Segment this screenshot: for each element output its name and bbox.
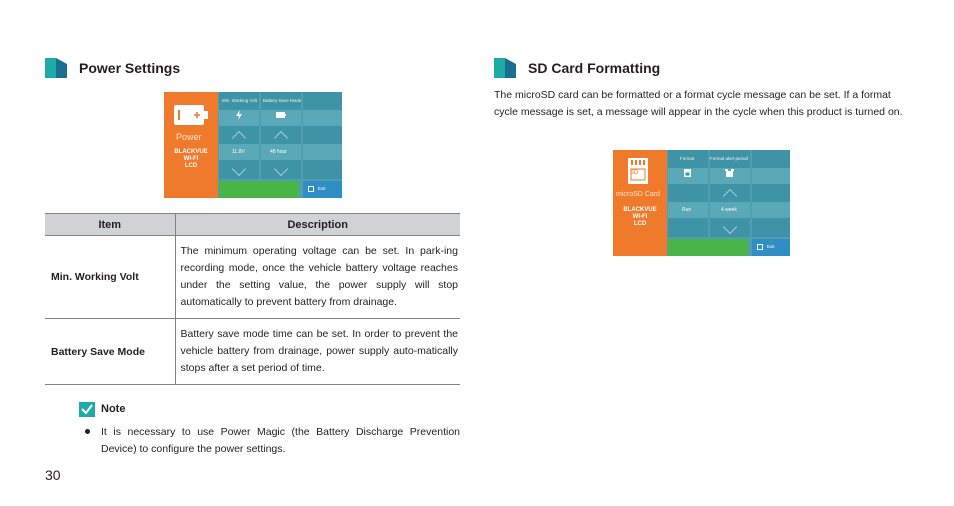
sd-icon-label: SD: [630, 170, 639, 176]
table-header-description: Description: [175, 214, 460, 236]
sd-lcd-left-panel: [613, 150, 667, 256]
min-working-volt-value: 11.8V: [232, 149, 245, 155]
sd-card-description: The microSD card can be formatted or a format cycle message can be set. If a format cycle message is set, a message will appear in the cycle when this product is turned on.: [494, 89, 903, 118]
page-number: 30: [45, 467, 61, 483]
format-alert-period-header: Format alert period: [710, 156, 749, 161]
brand-line-2: WI-FI: [183, 156, 199, 162]
sd-mode-label: microSD Card: [616, 191, 660, 198]
exit-label: Exit: [318, 186, 326, 191]
down-arrow-icon[interactable]: [274, 162, 288, 176]
table-row-description: The minimum operating voltage can be set. In park-ing recording mode, once the vehicle battery voltage reaches under the setting value, the power supply will stop automatically to prevent battery from drainage.: [175, 236, 460, 319]
alarm-clock-icon: [725, 169, 734, 177]
power-lcd-col-1[interactable]: [219, 92, 259, 179]
sd-brand-label: [613, 207, 667, 228]
section-marker-icon: [494, 58, 516, 78]
format-header: Format: [680, 156, 695, 161]
battery-save-mode-header: Battery Save Mode: [263, 98, 302, 103]
brand-line-3: LCD: [633, 221, 647, 227]
table-row-item: Min. Working Volt: [45, 236, 175, 319]
sd-lcd-col-2[interactable]: [710, 150, 750, 237]
sd-lcd-save-bar[interactable]: [668, 239, 748, 256]
table-header-item: Item: [45, 214, 175, 236]
note-title: Note: [101, 403, 126, 415]
sd-lcd-col-1[interactable]: [668, 150, 708, 237]
power-lcd-col-3: [303, 92, 342, 179]
power-lcd-save-bar[interactable]: [219, 181, 299, 198]
battery-save-mode-value: 48 hour: [270, 149, 287, 155]
sd-card-formatting-title: SD Card Formatting: [528, 60, 661, 76]
exit-icon: [757, 244, 763, 250]
power-settings-title: Power Settings: [79, 60, 181, 76]
exit-label: Exit: [767, 244, 775, 249]
table-row: [45, 236, 460, 319]
up-arrow-icon[interactable]: [274, 131, 288, 145]
power-lcd-col-2[interactable]: [261, 92, 301, 179]
table-row: [45, 319, 460, 385]
table-row-description: Battery save mode time can be set. In order to prevent the vehicle battery from drainage, power supply auto-matically stops after a set period of time.: [175, 319, 460, 385]
exit-icon: [308, 186, 314, 192]
format-alert-period-value: 4 week: [721, 207, 737, 213]
brand-line-2: WI-FI: [632, 214, 648, 220]
small-sd-icon: [684, 169, 691, 177]
sd-lcd-screenshot: [613, 150, 790, 256]
small-battery-icon: [276, 112, 286, 118]
down-arrow-icon[interactable]: [232, 162, 246, 176]
power-lcd-left-panel: [164, 92, 218, 198]
sd-lcd-exit-button[interactable]: [752, 239, 790, 256]
bullet-icon: [85, 429, 90, 434]
down-arrow-icon[interactable]: [723, 220, 737, 234]
power-mode-label: Power: [176, 132, 202, 142]
power-settings-table: [45, 213, 460, 385]
sd-lcd-col-3: [752, 150, 790, 237]
up-arrow-icon[interactable]: [723, 189, 737, 203]
up-arrow-icon[interactable]: [232, 131, 246, 145]
brand-line-1: BLACKVUE: [623, 207, 657, 213]
table-row-item: Battery Save Mode: [45, 319, 175, 385]
note-text: It is necessary to use Power Magic (the Battery Discharge Prevention Device) to configure the power settings.: [101, 426, 460, 455]
note-check-icon: [79, 402, 95, 417]
battery-icon: [173, 104, 209, 126]
brand-line-3: LCD: [184, 163, 198, 169]
power-brand-label: [164, 149, 218, 170]
min-working-volt-header: Min. Working Volt: [222, 98, 257, 103]
power-lcd-exit-button[interactable]: [303, 181, 342, 198]
brand-line-1: BLACKVUE: [174, 149, 208, 155]
format-value: Run: [682, 207, 692, 213]
lightning-icon: [235, 110, 243, 120]
power-lcd-screenshot: [164, 92, 342, 198]
section-marker-icon: [45, 58, 67, 78]
